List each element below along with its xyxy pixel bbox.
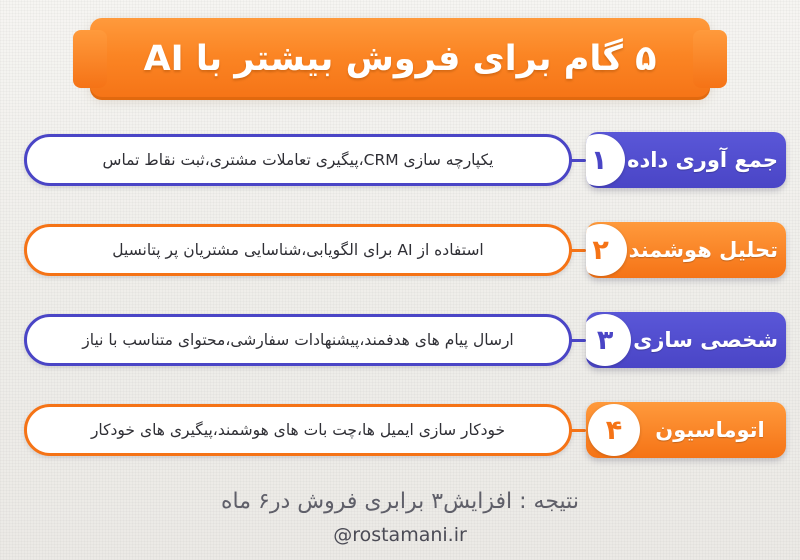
social-handle: @rostamani.ir [333,524,467,546]
title-banner [90,18,710,100]
step-number-badge: ۳ [586,314,631,366]
title-banner-body [90,18,710,100]
page-title: ۵ گام برای فروش بیشتر با AI [143,38,657,79]
step-number-badge: ۴ [588,404,640,456]
step-number-badge: ۱ [586,134,625,186]
step-description: ارسال پیام های هدفمند،پیشنهادات سفارشی،محتوای متناسب با نیاز [82,331,514,349]
step-label: جمع آوری داده [627,148,778,172]
step-label: اتوماسیون [655,418,765,442]
step-description-pill [24,404,572,456]
result-text: نتیجه : افزایش۳ برابری فروش در۶ ماه [221,489,579,514]
step-connector [570,339,586,342]
step-description-pill [24,224,572,276]
step-row [0,306,800,374]
step-connector [570,249,586,252]
footer [0,489,800,546]
step-row [0,396,800,464]
step-row [0,126,800,194]
step-connector [570,159,586,162]
step-row [0,216,800,284]
step-label-pill [586,222,786,278]
step-description: خودکار سازی ایمیل ها،چت بات های هوشمند،پیگیری های خودکار [90,421,506,439]
steps-list [0,126,800,486]
step-label-pill [586,132,786,188]
step-label-pill [586,312,786,368]
step-connector [570,429,586,432]
step-label: شخصی سازی [633,328,778,352]
step-description-pill [24,314,572,366]
step-number-badge: ۲ [586,224,627,276]
step-description: یکپارچه سازی CRM،پیگیری تعاملات مشتری،ثبت نقاط تماس [102,151,494,169]
step-description-pill [24,134,572,186]
step-label-pill [586,402,786,458]
step-label: تحلیل هوشمند [628,238,778,262]
step-description: استفاده از AI برای الگویابی،شناسایی مشتریان پر پتانسیل [112,241,484,259]
